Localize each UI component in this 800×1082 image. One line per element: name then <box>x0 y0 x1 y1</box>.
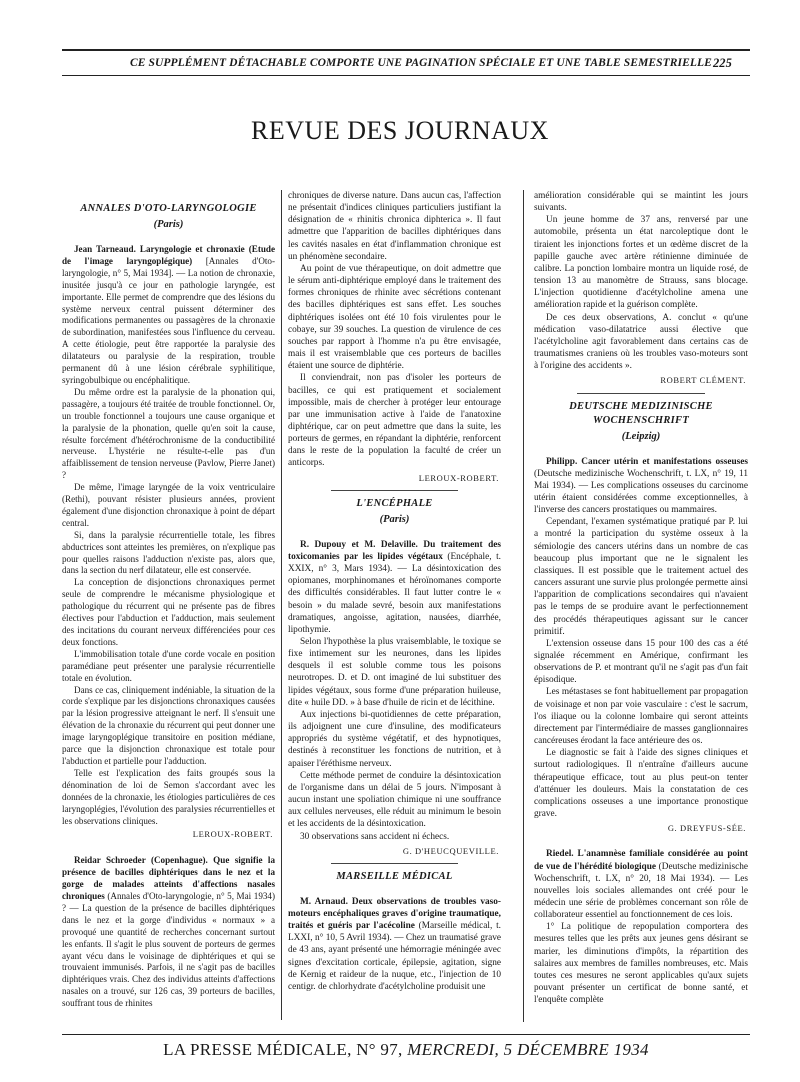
section-city: (Paris) <box>153 219 184 230</box>
article-heading: Riedel. L'anamnèse familiale considérée au point de vue de l'hérédité biologique <box>534 849 748 872</box>
article-reference: (Annales d'Oto-laryngologie, n° 5, Mai 1934) ? <box>62 891 275 913</box>
article-paragraph: Au point de vue thérapeutique, on doit admettre que le sérum anti-diphtérique employé dans le traitement des formes chroniques de rhinite avec sécrétions contenant des bacilles diphtériques est sans effet. Les souches diphtériques isolées ont été 10 fois virulentes pour le cobaye, sur 39 souches. La question de virulence de ces souches par rapport à l'homme n'a pu être envisagée, mais il est vraisemblable que ces porteurs de bacilles étaient une source de diphtérie. <box>288 263 501 372</box>
article-paragraph: Reidar Schroeder (Copenhague). Que signifie la présence de bacilles diphtériques dans le nez et la gorge de malades atteints d'affections nasales chroniques (Annales d'Oto-laryngologie, n° 5, Mai 1934) ? — La question de la présence de bacilles diphtériques dans le nez et la gorge d'individus « normaux » a provoqué une quantité de recherches concernant surtout les enfants. Il s'agit le plus souvent de porteurs de germes ayant vécu dans le voisinage de diphtériques et qui se trouvaient immunisés. Parfois, il ne s'agit pas de bacilles diphtériques vrais. Chez des individus atteints d'affections nasales on a trouvé, sur 126 cas, 39 porteurs de bacilles, souffrant tous de rhinites <box>62 855 275 1009</box>
author-signature: LEROUX-ROBERT. <box>418 472 499 483</box>
article-heading: Reidar Schroeder (Copenhague). Que signifie la présence de bacilles diphtériques dans le nez et la gorge de malades atteints d'affections nasales chroniques <box>62 855 275 902</box>
column-2 <box>288 190 501 993</box>
header-top-rule <box>62 49 750 51</box>
article-paragraph: chroniques de diverse nature. Dans aucun cas, l'affection ne présentait d'indices cliniques particuliers justifiant la désignation de « rhinitis chronica diphterica ». Il faut admettre que l'apparition de bacilles diphtériques dans les cavités nasales en état d'inflammation chronique est un phénomène secondaire. <box>288 191 501 262</box>
article-paragraph: L'immobilisation totale d'une corde vocale en position paramédiane peut présenter une paralysie récurrentielle totale en évolution. <box>62 648 275 683</box>
article-paragraph: Aux injections bi-quotidiennes de cette préparation, ils adjoignent une cure d'insuline, des modificateurs appropriés du système végétatif, et des hypnotiques, destinés à reconstituer les fonctions de nutrition, et à apaiser l'éréthisme nerveux. <box>288 709 501 769</box>
page-number: 225 <box>712 56 732 70</box>
page-title: REVUE DES JOURNAUX <box>251 116 549 145</box>
author-signature: G. D'HEUCQUEVILLE. <box>402 845 499 856</box>
article-paragraph: Telle est l'explication des faits groupés sous la dénomination de loi de Semon s'accordant avec les données de la chronaxie, les étiologies particulières de ces laryngoplégies, l'évolution des paralysies récurrentielles et les observations cliniques. <box>62 767 275 826</box>
author-signature: ROBERT CLÉMENT. <box>660 375 746 386</box>
article-paragraph: De même, l'image laryngée de la voix ventriculaire (Rethi), pouvant résister plusieurs années, provient également d'une disjonction chronaxique à point de départ central. <box>62 482 275 528</box>
article-paragraph: La conception de disjonctions chronaxiques permet seule de comprendre le mécanisme physiologique et pathologique du récurrent qui ne présente pas de fibres électives pour l'abduction et l'adduction, mais seulement des incitations du courant nerveux différenciées pour ces deux fonctions. <box>62 577 275 647</box>
section-title: MARSEILLE MÉDICAL <box>336 870 453 882</box>
article-paragraph: Le diagnostic se fait à l'aide des signes cliniques et surtout radiologiques. Il n'entraîne d'ailleurs aucune thérapeutique efficace, tout au plus peut-on tenter d'atténuer les douleurs. Mais la constatation de ces complications osseuses a une importance pronostique grave. <box>534 748 748 820</box>
author-signature: G. DREYFUS-SÉE. <box>667 823 746 834</box>
article-paragraph: Selon l'hypothèse la plus vraisemblable, le toxique se fixe intimement sur les neurones, dans les lipides desquels il est soluble comme tous les poisons neurotropes. D. et D. ont imaginé de lui substituer des lipides végétaux, sous forme d'une préparation huileuse, dite « huile DD. » à base d'huile de ricin et de lécithine. <box>288 637 501 708</box>
article-paragraph: 30 observations sans accident ni échecs. <box>300 831 450 842</box>
column-divider <box>281 190 282 1020</box>
article-paragraph: amélioration considérable qui se maintint les jours suivants. <box>534 191 748 214</box>
article-heading: Jean Tarneaud. Laryngologie et chronaxie (Etude de l'image laryngoplégique) <box>62 244 275 266</box>
column-divider <box>523 190 524 1022</box>
section-title: DEUTSCHE MEDIZINISCHE WOCHENSCHRIFT <box>569 400 713 426</box>
section-city: (Leipzig) <box>621 430 661 442</box>
article-paragraph: Cette méthode permet de conduire la désintoxication de l'organisme dans un délai de 5 jours. N'imposant à aucun instant une spoliation chimique ni une souffrance aux cellules nerveuses, elle réduit au minimum le besoin et les accidents de la désintoxication. <box>288 770 501 830</box>
article-reference: (Marseille médical, t. LXXI, n° 10, 5 Avril 1934). <box>288 921 501 944</box>
section-divider <box>331 863 459 864</box>
article-reference: (Encéphale, t. XXIX, n° 3, Mars 1934). <box>288 551 501 575</box>
article-reference: [Annales d'Oto-laryngologie, n° 5, Mai 1934]. <box>62 255 275 278</box>
article-paragraph: Les métastases se font habituellement par propagation de voisinage et non par voie vasculaire : c'est le sacrum, l'os iliaque ou la colonne lombaire qui seront atteints directement par l'intermédiaire de masses ganglionnaires cancéreuses érodant la face antérieure des os. <box>534 687 748 747</box>
article-reference: (Deutsche medizinische Wochenschrift, t. LX, n° 20, 18 Mai 1934). <box>534 861 748 884</box>
article-paragraph: De ces deux observations, A. conclut « qu'une médication vaso-dilatatrice aussi élective que l'acétylcholine agit favorablement dans certains cas de traumatismes craniens où les troubles vaso-moteurs sont à l'origine des accidents ». <box>534 312 748 372</box>
footer-rule <box>62 1034 750 1035</box>
footer <box>62 1040 750 1060</box>
article-heading: M. Arnaud. Deux observations de troubles vaso-moteurs encéphaliques graves d'origine traumatique, traités et guéris par l'acécoline <box>288 896 501 932</box>
section-city: (Paris) <box>379 513 410 525</box>
article-paragraph: Il conviendrait, non pas d'isoler les porteurs de bacilles, ce qui est pratiquement et socialement impossible, mais de chercher à protéger leur entourage par une immunisation active à l'aide de l'anatoxine diphtérique, car on peut admettre que dans la suite, les porteurs de germes, en répandant la diphtérie, renforcent dans le reste de la population la faculté de créer un anticorps. <box>288 373 501 469</box>
article-paragraph: 1° La politique de repopulation comportera des mesures telles que les prêts aux jeunes gens désirant se marier, les diminutions d'impôts, la répartition des salaires aux membres de familles nombreuses, etc. Mais toutes ces mesures ne seront applicables qu'aux sujets pouvant présenter un certificat de bonne santé, et l'enquête complète <box>534 922 748 1006</box>
footer-journal: LA PRESSE MÉDICALE, N° 97, <box>163 1040 403 1059</box>
article-paragraph: Cependant, l'examen systématique pratiqué par P. lui a montré la participation du système osseux à la sémiologie des cancers utérins dans un nombre de cas beaucoup plus important que ne le signalent les classiques. Il est possible que le traitement actuel des cancers assurant une survie plus prolongée permette ainsi l'apparition de complications secondaires qui n'avaient pas le temps de se produire avant le perfectionnement des procédés thérapeutiques agissant sur le cancer primitif. <box>534 517 748 637</box>
section-title: ANNALES D'OTO-LARYNGOLOGIE <box>80 203 257 214</box>
section-title: L'ENCÉPHALE <box>356 497 433 509</box>
column-1 <box>62 200 275 1010</box>
article-paragraph: Riedel. L'anamnèse familiale considérée au point de vue de l'hérédité biologique (Deutsche medizinische Wochenschrift, t. LX, n° 20, 18 Mai 1934). — Les nouvelles lois sociales allemandes ont créé pour le médecin une série de problèmes concernant son rôle de collaborateur essentiel au fonctionnement de ces lois. <box>534 849 748 921</box>
article-heading: Philipp. Cancer utérin et manifestations osseuses <box>546 456 748 467</box>
column-3 <box>534 190 748 1006</box>
header-banner <box>62 54 750 74</box>
article-paragraph: Un jeune homme de 37 ans, renversé par une automobile, présenta un état narcoleptique dont le tiraient les injonctions fortes et un œdème discret de la papille gauche avec artère rétinienne diminuée de calibre. La ponction lombaire montra un liquide rosé, de tension 13 au manomètre de Strauss, sans blocage. L'injection quotidienne d'acétylcholine amena une amélioration rapide et la guérison complète. <box>534 215 748 311</box>
header-banner-text: CE SUPPLÉMENT DÉTACHABLE COMPORTE UNE PAGINATION SPÉCIALE ET UNE TABLE SEMESTRIELLE <box>130 57 712 69</box>
footer-date: MERCREDI, 5 DÉCEMBRE 1934 <box>402 1040 649 1059</box>
section-divider <box>331 490 459 491</box>
article-paragraph: Dans ce cas, cliniquement indéniable, la situation de la corde s'explique par les disjonctions chronaxiques causées par la lésion progressive atteignant le nerf. Il s'ensuit une élévation de la chronaxie du récurrent qui peut donner une image laryngoplégique transitoire en position médiane, parce que la disjonction chronaxique est totale pour l'abduction et partielle pour l'adduction. <box>62 684 275 766</box>
article-paragraph: M. Arnaud. Deux observations de troubles vaso-moteurs encéphaliques graves d'origine traumatique, traités et guéris par l'acécoline (Marseille médical, t. LXXI, n° 10, 5 Avril 1934). — Chez un traumatisé grave de 43 ans, ayant présenté une hémorragie méningée avec signes d'excitation corticale, épilepsie, agitation, signe de Kernig et raideur de la nuque, etc., l'injection de 10 centigr. de chlorhydrate d'acétylcholine produisit une <box>288 896 501 992</box>
article-paragraph: Philipp. Cancer utérin et manifestations osseuses (Deutsche medizinische Wochenschrift, t. LX, n° 19, 11 Mai 1934). — Les complications osseuses du carcinome utérin étaient considérées comme exceptionnelles, à l'inverse des cancers prostatiques ou mammaires. <box>534 456 748 516</box>
article-heading: R. Dupouy et M. Delaville. Du traitement des toxicomanies par les lipides végétaux <box>288 539 501 562</box>
article-paragraph: Jean Tarneaud. Laryngologie et chronaxie (Etude de l'image laryngoplégique) [Annales d'Oto-laryngologie, n° 5, Mai 1934]. — La notion de chronaxie, inusitée jusqu'à ce jour en pathologie laryngée, est importante. Elle permet de comprendre que des lésions du système nerveux central puissent déterminer des modifications permanentes ou passagères de la chronaxie de subordination, manifestées sous l'influence du cerveau. A cette étiologie, peut être rapportée la paralysie des dilatateurs ou paralysie de la respiration, trouble permanent dû à une lésion cérébrale syphilitique, syringobulbique ou encéphalitique. <box>62 244 275 385</box>
header-bottom-rule <box>62 75 750 76</box>
article-paragraph: Si, dans la paralysie récurrentielle totale, les fibres abductrices sont atteintes les premières, on n'explique pas pour quelles raisons l'adduction n'existe pas, alors que, dans la section du nerf dilatateur, elle est conservée. <box>62 529 275 576</box>
section-divider <box>577 393 705 394</box>
author-signature: LEROUX-ROBERT. <box>192 829 273 840</box>
article-paragraph: L'extension osseuse dans 15 pour 100 des cas a été signalée récemment en Amérique, confirmant les observations de P. et montrant qu'il ne s'agit pas d'un fait épisodique. <box>534 638 748 686</box>
article-reference: (Deutsche medizinische Wochenschrift, t. LX, n° 19, 11 Mai 1934). <box>534 468 748 491</box>
article-paragraph: Du même ordre est la paralysie de la phonation qui, passagère, a toujours été traitée de trouble fonctionnel. Or, un trouble fonctionnel a toujours une cause organique et la paralysie de la phonation, quelle qu'en soit la cause, résulte forcément d'hétérochronisme de la conductibilité nerveuse. L'hystérie ne résulte-t-elle pas d'un affaiblissement de tension nerveuse (Pavlow, Pierre Janet) ? <box>62 386 275 481</box>
article-paragraph: R. Dupouy et M. Delaville. Du traitement des toxicomanies par les lipides végétaux (Encéphale, t. XXIX, n° 3, Mars 1934). — La désintoxication des opiomanes, morphinomanes et héroïnomanes comporte des difficultés considérables. Il faut lutter contre le « besoin » du malade sevré, besoin aux manifestations dramatiques, angoisse, agitation, nausées, diarrhée, lipothymie. <box>288 539 501 635</box>
